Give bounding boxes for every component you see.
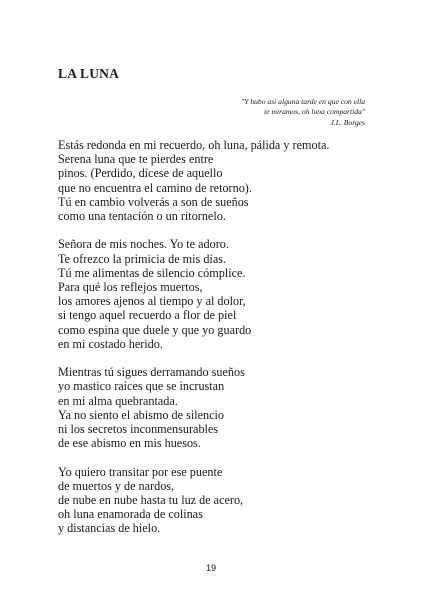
- verse: Tú me alimentas de silencio cómplice.: [58, 265, 246, 280]
- verse: como espina que duele y que yo guardo: [58, 322, 252, 337]
- verse: que no encuentra el camino de retorno).: [58, 180, 252, 195]
- verse: oh luna enamorada de colinas: [58, 507, 203, 522]
- epigraph-line: te miramos, oh luna compartida": [264, 107, 365, 117]
- verse: en mi alma quebrantada.: [58, 393, 178, 408]
- verse: Tú en cambio volverás a son de sueños: [58, 194, 249, 209]
- verse: Yo quiero transitar por ese puente: [58, 464, 223, 479]
- verse: como una tentación o un ritornelo.: [58, 209, 226, 224]
- page-number: 19: [205, 563, 216, 573]
- verse: de ese abismo en mis huesos.: [58, 436, 201, 451]
- verse: yo mastico raíces que se incrustan: [58, 379, 225, 394]
- epigraph-line: "Y hubo así alguna tarde en que con ella: [241, 97, 365, 106]
- verse: los amores ajenos al tiempo y al dolor,: [58, 294, 246, 309]
- stanza: [58, 465, 378, 536]
- epigraph: [115, 97, 365, 128]
- verse: Te ofrezco la primicia de mis días.: [58, 251, 227, 266]
- verse: Para qué los reflejos muertos,: [58, 280, 203, 295]
- verse: Estás redonda en mi recuerdo, oh luna, pálida y remota.: [58, 138, 330, 152]
- verse: de nube en nube hasta tu luz de acero,: [58, 493, 244, 508]
- verse: de muertos y de nardos,: [58, 478, 175, 493]
- verse: Ya no siento el abismo de silencio: [58, 407, 224, 422]
- verse: y distancias de hielo.: [58, 521, 161, 536]
- stanza: [58, 237, 378, 351]
- stanza: [58, 138, 378, 223]
- verse: Señora de mis noches. Yo te adoro.: [58, 237, 229, 252]
- epigraph-author: J.L. Borges: [330, 117, 365, 127]
- verse: Mientras tú sigues derramando sueños: [58, 365, 245, 380]
- verse: Serena luna que te pierdes entre: [58, 152, 214, 167]
- verse: si tengo aquel recuerdo a flor de piel: [58, 308, 237, 323]
- stanza: [58, 365, 378, 450]
- poem-body: [58, 138, 378, 550]
- verse: pinos. (Perdido, dícese de aquello: [58, 166, 223, 181]
- poem-title: LA LUNA: [58, 66, 120, 81]
- verse: ni los secretos inconmensurables: [58, 422, 219, 437]
- verse: en mi costado herido.: [58, 336, 163, 351]
